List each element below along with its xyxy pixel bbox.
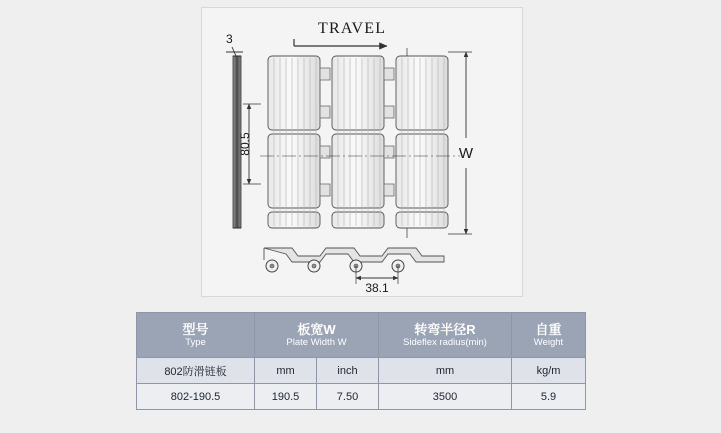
chain-plate-top-view (260, 56, 460, 228)
header-cell-weight (512, 313, 586, 358)
cell-mm: 190.5 (255, 384, 317, 410)
table-header-row (137, 313, 586, 358)
table-unit-row (137, 358, 586, 384)
roller-pin (270, 264, 274, 268)
plate-module (268, 212, 320, 228)
thickness-value: 3 (226, 32, 233, 46)
width-label: W (458, 145, 474, 162)
plate-module (396, 134, 448, 208)
pitch-value: 80.5 (238, 132, 252, 156)
header-cell-radius (379, 313, 512, 358)
header-type-en: Type (185, 336, 206, 348)
technical-drawing-panel (201, 7, 523, 297)
plate-module (268, 134, 320, 208)
unit-cell-weight: kg/m (512, 358, 586, 384)
roller-pin (312, 264, 316, 268)
roller-group (266, 260, 404, 272)
plate-column-1 (268, 56, 330, 228)
plate-module (268, 56, 320, 130)
header-type-cn: 型号 (182, 321, 209, 337)
header-radius-en: Sideflex radius(min) (403, 336, 487, 348)
travel-label: TRAVEL (318, 20, 387, 37)
thickness-dimension-group (226, 32, 243, 56)
plate-module (332, 212, 384, 228)
cell-weight: 5.9 (512, 384, 586, 410)
cell-inch: 7.50 (317, 384, 379, 410)
unit-cell-inch: inch (317, 358, 379, 384)
plate-module (332, 56, 384, 130)
header-cell-plate-width (255, 313, 379, 358)
header-width-en: Plate Width W (286, 336, 347, 348)
cell-type: 802-190.5 (137, 384, 255, 410)
header-weight-cn: 自重 (535, 321, 562, 337)
plate-module (332, 134, 384, 208)
pin-spacing-dimension-group (356, 266, 398, 295)
plate-tabs (320, 68, 330, 196)
plate-module (396, 56, 448, 130)
header-weight-en: Weight (533, 336, 564, 348)
header-radius-cn: 转弯半径R (414, 321, 476, 337)
pin-spacing-value: 38.1 (365, 281, 389, 295)
specification-table (136, 312, 586, 410)
unit-cell-type: 802防滑链板 (137, 358, 255, 384)
unit-cell-radius: mm (379, 358, 512, 384)
travel-arrow-group (294, 20, 387, 46)
thickness-leader (232, 47, 236, 56)
plate-module (396, 212, 448, 228)
unit-cell-mm: mm (255, 358, 317, 384)
plate-column-3 (396, 56, 448, 228)
bottom-section-view (264, 248, 444, 295)
header-cell-type (137, 313, 255, 358)
table-row (137, 384, 586, 410)
pitch-dimension-group (238, 104, 261, 184)
plate-column-2 (332, 56, 394, 228)
header-width-cn: 板宽W (297, 321, 336, 337)
chain-plate-drawing (202, 8, 522, 296)
plate-tabs (384, 68, 394, 196)
cell-radius: 3500 (379, 384, 512, 410)
